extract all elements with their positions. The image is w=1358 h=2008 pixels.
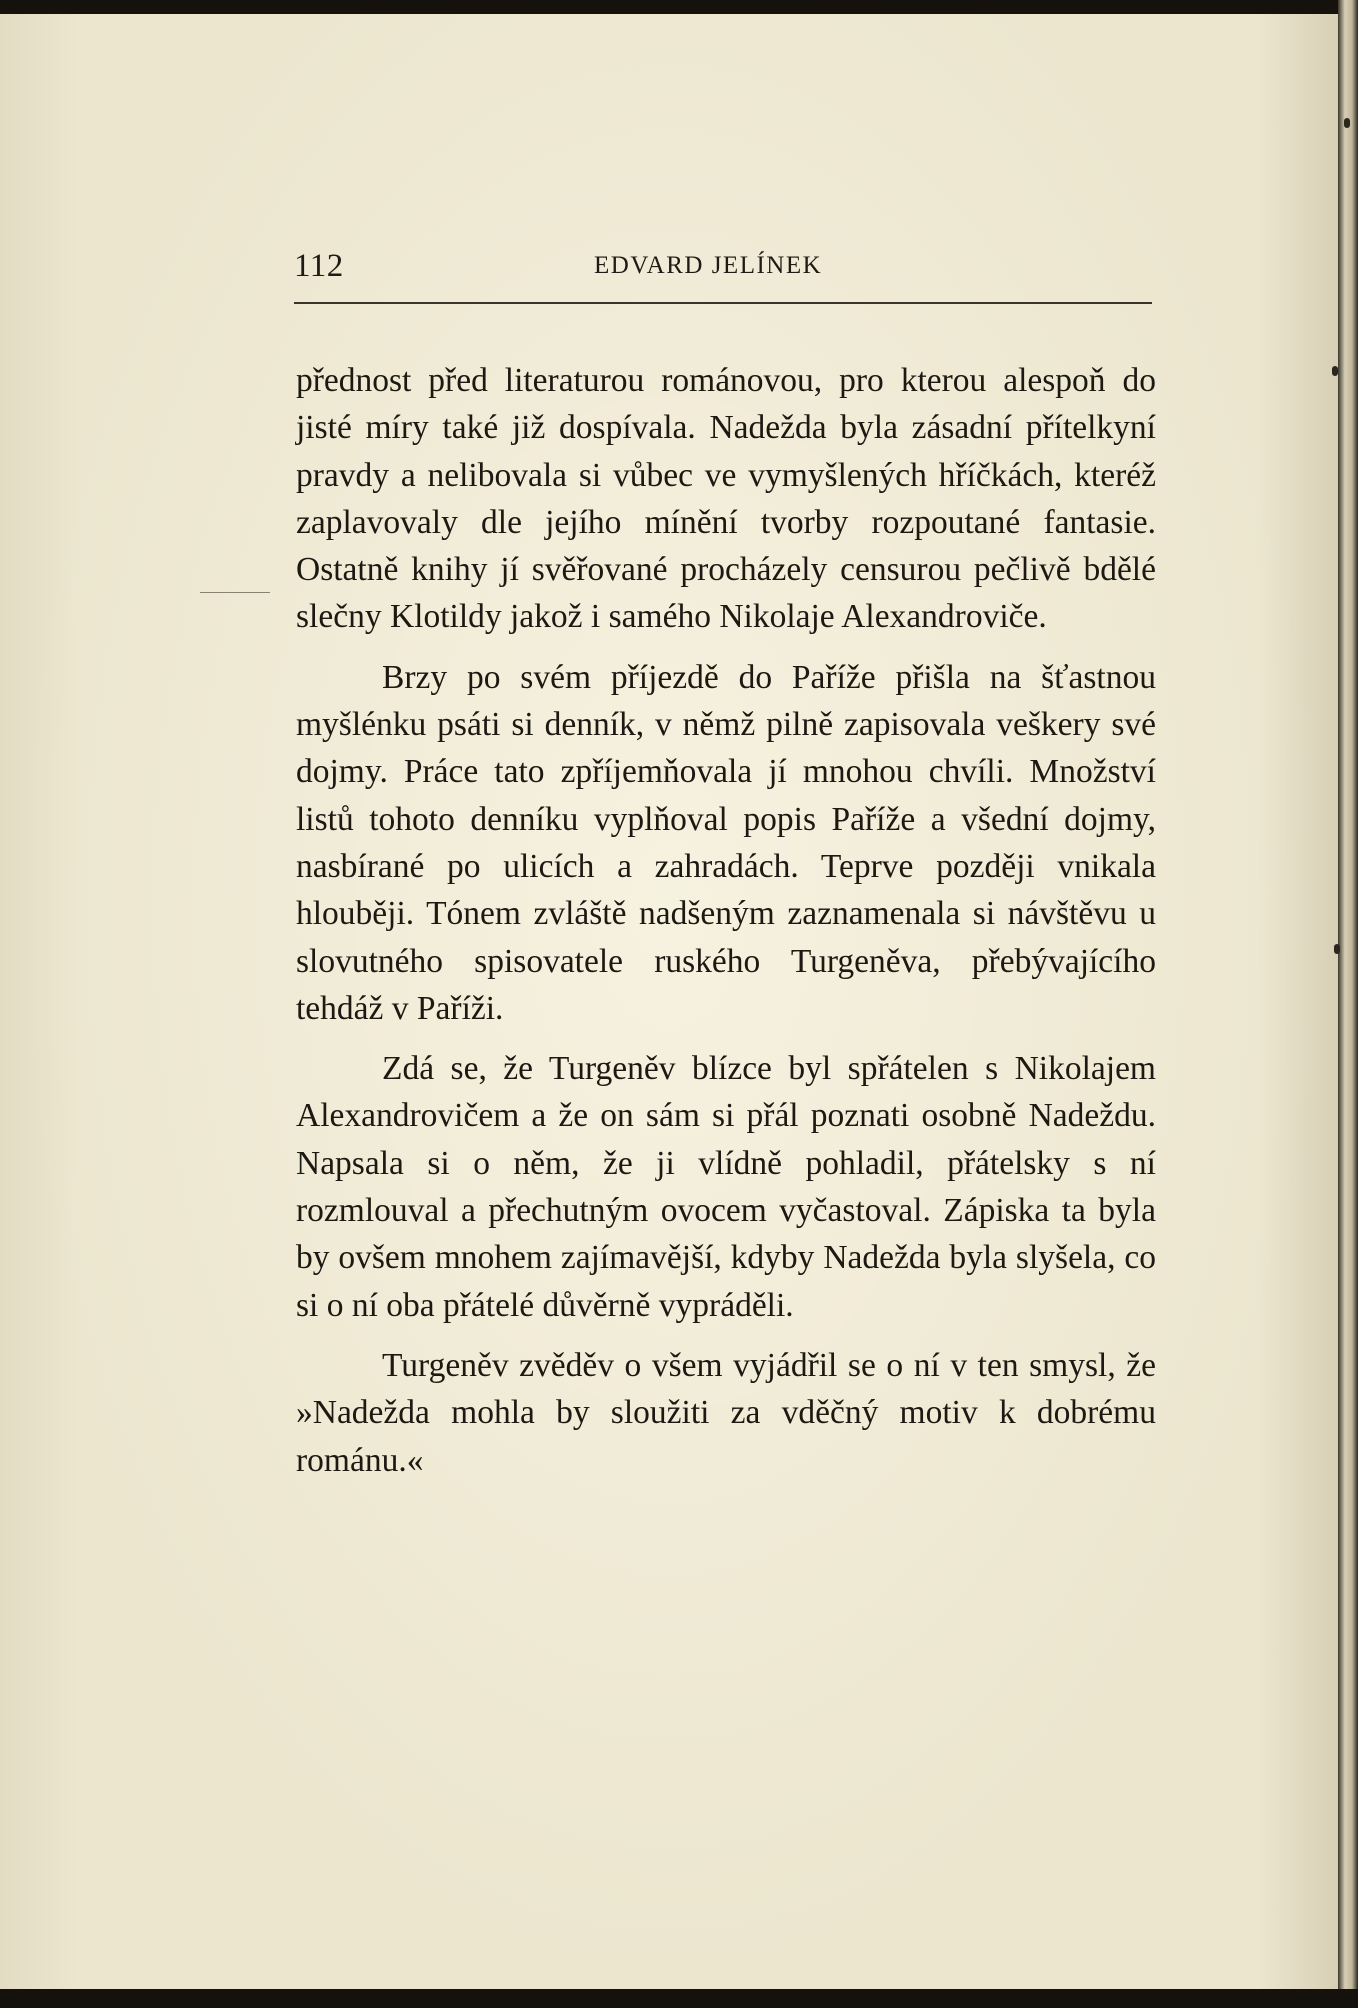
body-text — [296, 357, 1156, 1497]
header-rule — [294, 302, 1152, 304]
fore-edge-speck — [1334, 944, 1340, 954]
paragraph-4: Turgeněv zvěděv o všem vyjádřil se o ní v ten smysl, že »Nadežda mohla by sloužiti za vděčný motiv k dobrému románu.« — [296, 1346, 1156, 1479]
book-page — [0, 14, 1338, 1989]
page-number: 112 — [294, 248, 344, 284]
paragraph-3: Zdá se, že Turgeněv blízce byl spřátelen s Nikolajem Alexandrovičem a že on sám si přál poznati osobně Nadeždu. Napsala si o něm, že ji vlídně pohladil, přátelsky s ní rozmlouval a přechutným ovocem vyčastoval. Zápiska ta byla by ovšem mnohem zajímavější, kdyby Nadežda byla slyšela, co si o ní oba přátelé důvěrně vypráděli. — [296, 1050, 1156, 1324]
margin-pencil-mark — [200, 592, 270, 593]
paragraph-2: Brzy po svém příjezdě do Paříže přišla na šťastnou myšlénku psáti si denník, v němž pilně zapisovala veškery své dojmy. Práce tato zpříjemňovala jí mnohou chvíli. Množství listů tohoto denníku vyplňoval popis Paříže a všední dojmy, nasbírané po ulicích a zahradách. Teprve později vnikala hlouběji. Tónem zvláště nadšeným zaznamenala si návštěvu u slovutného spisovatele ruského Turgeněva, přebývajícího tehdáž v Paříži. — [296, 658, 1156, 1027]
page-fore-edge — [1338, 0, 1358, 2008]
paragraph-1: přednost před literaturou románovou, pro kterou alespoň do jisté míry také již dospívala. Nadežda byla zásadní přítelkyní pravdy a nelibovala si vůbec ve vymyšlených hříčkách, kteréž zaplavovaly dle jejího mínění tvorby rozpoutané fantasie. Ostatně knihy jí svěřované procházely censurou pečlivě bdělé slečny Klotildy jakož i samého Nikolaje Alexandroviče. — [296, 362, 1156, 636]
running-head-author: EDVARD JELÍNEK — [594, 252, 823, 279]
fore-edge-speck — [1332, 366, 1338, 376]
fore-edge-speck — [1344, 118, 1350, 128]
scan-bottom-border — [0, 1989, 1358, 2008]
running-head — [294, 248, 1154, 288]
scan-top-border — [0, 0, 1358, 14]
